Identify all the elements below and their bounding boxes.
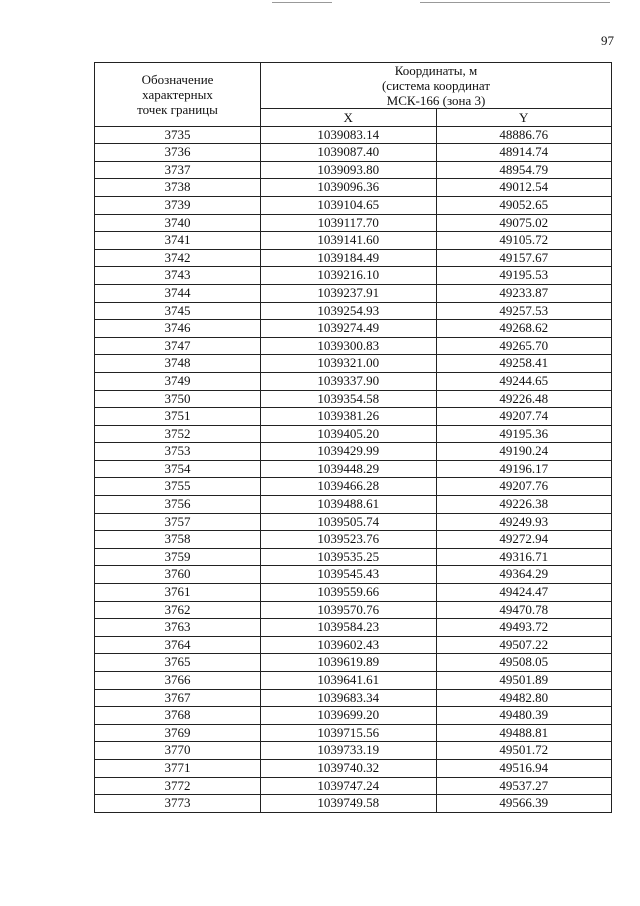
x-cell: 1039466.28 xyxy=(261,478,437,496)
coordinates-column-header xyxy=(261,63,612,109)
point-cell: 3760 xyxy=(95,566,261,584)
point-cell: 3753 xyxy=(95,443,261,461)
x-cell: 1039104.65 xyxy=(261,196,437,214)
y-cell: 49424.47 xyxy=(436,584,612,602)
point-cell: 3736 xyxy=(95,144,261,162)
y-cell: 49207.74 xyxy=(436,408,612,426)
point-cell: 3738 xyxy=(95,179,261,197)
table-row xyxy=(95,478,612,496)
point-cell: 3748 xyxy=(95,355,261,373)
point-cell: 3743 xyxy=(95,267,261,285)
y-cell: 49195.36 xyxy=(436,425,612,443)
x-cell: 1039087.40 xyxy=(261,144,437,162)
table-row xyxy=(95,196,612,214)
x-cell: 1039300.83 xyxy=(261,337,437,355)
y-cell: 49482.80 xyxy=(436,689,612,707)
x-cell: 1039559.66 xyxy=(261,584,437,602)
y-cell: 48886.76 xyxy=(436,126,612,144)
table-row xyxy=(95,636,612,654)
point-cell: 3759 xyxy=(95,548,261,566)
point-cell: 3766 xyxy=(95,672,261,690)
table-row xyxy=(95,320,612,338)
y-cell: 49249.93 xyxy=(436,513,612,531)
table-row xyxy=(95,759,612,777)
point-cell: 3773 xyxy=(95,795,261,813)
table-row xyxy=(95,390,612,408)
x-cell: 1039254.93 xyxy=(261,302,437,320)
y-cell: 49316.71 xyxy=(436,548,612,566)
table-row xyxy=(95,531,612,549)
y-cell: 49265.70 xyxy=(436,337,612,355)
y-cell: 49272.94 xyxy=(436,531,612,549)
y-cell: 49257.53 xyxy=(436,302,612,320)
point-cell: 3764 xyxy=(95,636,261,654)
x-cell: 1039545.43 xyxy=(261,566,437,584)
x-cell: 1039488.61 xyxy=(261,496,437,514)
point-cell: 3756 xyxy=(95,496,261,514)
table-row xyxy=(95,795,612,813)
table-row xyxy=(95,372,612,390)
point-cell: 3761 xyxy=(95,584,261,602)
y-cell: 49537.27 xyxy=(436,777,612,795)
x-cell: 1039641.61 xyxy=(261,672,437,690)
coordinates-table xyxy=(94,62,612,813)
x-cell: 1039747.24 xyxy=(261,777,437,795)
table-row xyxy=(95,496,612,514)
point-cell: 3772 xyxy=(95,777,261,795)
y-cell: 49157.67 xyxy=(436,249,612,267)
point-cell: 3752 xyxy=(95,425,261,443)
table-row xyxy=(95,284,612,302)
y-cell: 49226.38 xyxy=(436,496,612,514)
point-cell: 3747 xyxy=(95,337,261,355)
table-row xyxy=(95,302,612,320)
point-cell: 3739 xyxy=(95,196,261,214)
y-cell: 49501.72 xyxy=(436,742,612,760)
y-cell: 49501.89 xyxy=(436,672,612,690)
table-row xyxy=(95,232,612,250)
y-cell: 49493.72 xyxy=(436,619,612,637)
point-cell: 3765 xyxy=(95,654,261,672)
y-cell: 49268.62 xyxy=(436,320,612,338)
y-cell: 49480.39 xyxy=(436,707,612,725)
table-row xyxy=(95,179,612,197)
y-cell: 49190.24 xyxy=(436,443,612,461)
table-row xyxy=(95,513,612,531)
x-cell: 1039141.60 xyxy=(261,232,437,250)
x-cell: 1039733.19 xyxy=(261,742,437,760)
coord-header-line: Координаты, м xyxy=(394,63,478,78)
point-header-line: Обозначение xyxy=(141,71,214,87)
x-cell: 1039093.80 xyxy=(261,161,437,179)
table-row xyxy=(95,601,612,619)
x-cell: 1039405.20 xyxy=(261,425,437,443)
x-cell: 1039337.90 xyxy=(261,372,437,390)
table-row xyxy=(95,161,612,179)
y-cell: 49516.94 xyxy=(436,759,612,777)
x-cell: 1039216.10 xyxy=(261,267,437,285)
table-row xyxy=(95,724,612,742)
coord-header-line: МСК-166 (зона 3) xyxy=(386,93,486,108)
table-row xyxy=(95,566,612,584)
point-cell: 3740 xyxy=(95,214,261,232)
y-cell: 49105.72 xyxy=(436,232,612,250)
table-row xyxy=(95,249,612,267)
x-cell: 1039381.26 xyxy=(261,408,437,426)
point-cell: 3735 xyxy=(95,126,261,144)
point-cell: 3758 xyxy=(95,531,261,549)
x-cell: 1039429.99 xyxy=(261,443,437,461)
y-cell: 49195.53 xyxy=(436,267,612,285)
y-cell: 49196.17 xyxy=(436,460,612,478)
table-row xyxy=(95,777,612,795)
table-row xyxy=(95,619,612,637)
point-cell: 3751 xyxy=(95,408,261,426)
y-cell: 49566.39 xyxy=(436,795,612,813)
y-cell: 48914.74 xyxy=(436,144,612,162)
x-cell: 1039096.36 xyxy=(261,179,437,197)
table-row xyxy=(95,742,612,760)
point-cell: 3745 xyxy=(95,302,261,320)
x-cell: 1039570.76 xyxy=(261,601,437,619)
table-row xyxy=(95,443,612,461)
x-cell: 1039602.43 xyxy=(261,636,437,654)
x-cell: 1039535.25 xyxy=(261,548,437,566)
point-cell: 3737 xyxy=(95,161,261,179)
point-cell: 3744 xyxy=(95,284,261,302)
table-row xyxy=(95,707,612,725)
x-cell: 1039740.32 xyxy=(261,759,437,777)
point-header-line: характерных xyxy=(142,86,213,102)
x-cell: 1039083.14 xyxy=(261,126,437,144)
point-header-line: точек границы xyxy=(137,101,218,117)
coord-header-line: (система координат xyxy=(381,78,491,93)
y-cell: 49226.48 xyxy=(436,390,612,408)
point-cell: 3742 xyxy=(95,249,261,267)
y-cell: 49233.87 xyxy=(436,284,612,302)
y-cell: 49207.76 xyxy=(436,478,612,496)
table-row xyxy=(95,267,612,285)
point-cell: 3767 xyxy=(95,689,261,707)
top-rule-left xyxy=(272,2,332,3)
table-row xyxy=(95,337,612,355)
y-cell: 49012.54 xyxy=(436,179,612,197)
x-cell: 1039184.49 xyxy=(261,249,437,267)
table-row xyxy=(95,425,612,443)
point-cell: 3757 xyxy=(95,513,261,531)
table-row xyxy=(95,584,612,602)
y-cell: 49507.22 xyxy=(436,636,612,654)
y-cell: 49075.02 xyxy=(436,214,612,232)
point-cell: 3750 xyxy=(95,390,261,408)
point-column-header xyxy=(95,63,261,127)
x-cell: 1039619.89 xyxy=(261,654,437,672)
y-column-header: Y xyxy=(436,109,612,127)
x-cell: 1039749.58 xyxy=(261,795,437,813)
top-rule-right xyxy=(420,2,610,3)
x-cell: 1039448.29 xyxy=(261,460,437,478)
point-cell: 3746 xyxy=(95,320,261,338)
table-row xyxy=(95,355,612,373)
table-row xyxy=(95,126,612,144)
y-cell: 49488.81 xyxy=(436,724,612,742)
point-cell: 3768 xyxy=(95,707,261,725)
x-cell: 1039321.00 xyxy=(261,355,437,373)
x-cell: 1039523.76 xyxy=(261,531,437,549)
table-row xyxy=(95,144,612,162)
y-cell: 49244.65 xyxy=(436,372,612,390)
point-cell: 3771 xyxy=(95,759,261,777)
point-cell: 3769 xyxy=(95,724,261,742)
x-cell: 1039354.58 xyxy=(261,390,437,408)
x-cell: 1039274.49 xyxy=(261,320,437,338)
table-row xyxy=(95,672,612,690)
point-cell: 3749 xyxy=(95,372,261,390)
x-cell: 1039505.74 xyxy=(261,513,437,531)
table-row xyxy=(95,654,612,672)
y-cell: 49364.29 xyxy=(436,566,612,584)
point-cell: 3754 xyxy=(95,460,261,478)
x-cell: 1039237.91 xyxy=(261,284,437,302)
table-row xyxy=(95,408,612,426)
point-cell: 3762 xyxy=(95,601,261,619)
x-cell: 1039683.34 xyxy=(261,689,437,707)
x-column-header: X xyxy=(261,109,437,127)
y-cell: 49052.65 xyxy=(436,196,612,214)
point-cell: 3770 xyxy=(95,742,261,760)
table-body xyxy=(95,126,612,812)
point-cell: 3763 xyxy=(95,619,261,637)
page-number: 97 xyxy=(601,33,614,48)
table-row xyxy=(95,689,612,707)
y-cell: 49258.41 xyxy=(436,355,612,373)
y-cell: 49470.78 xyxy=(436,601,612,619)
x-cell: 1039699.20 xyxy=(261,707,437,725)
table-row xyxy=(95,548,612,566)
x-cell: 1039715.56 xyxy=(261,724,437,742)
table-header xyxy=(95,63,612,127)
table-row xyxy=(95,460,612,478)
point-cell: 3741 xyxy=(95,232,261,250)
table-row xyxy=(95,214,612,232)
point-cell: 3755 xyxy=(95,478,261,496)
x-cell: 1039117.70 xyxy=(261,214,437,232)
y-cell: 49508.05 xyxy=(436,654,612,672)
y-cell: 48954.79 xyxy=(436,161,612,179)
x-cell: 1039584.23 xyxy=(261,619,437,637)
